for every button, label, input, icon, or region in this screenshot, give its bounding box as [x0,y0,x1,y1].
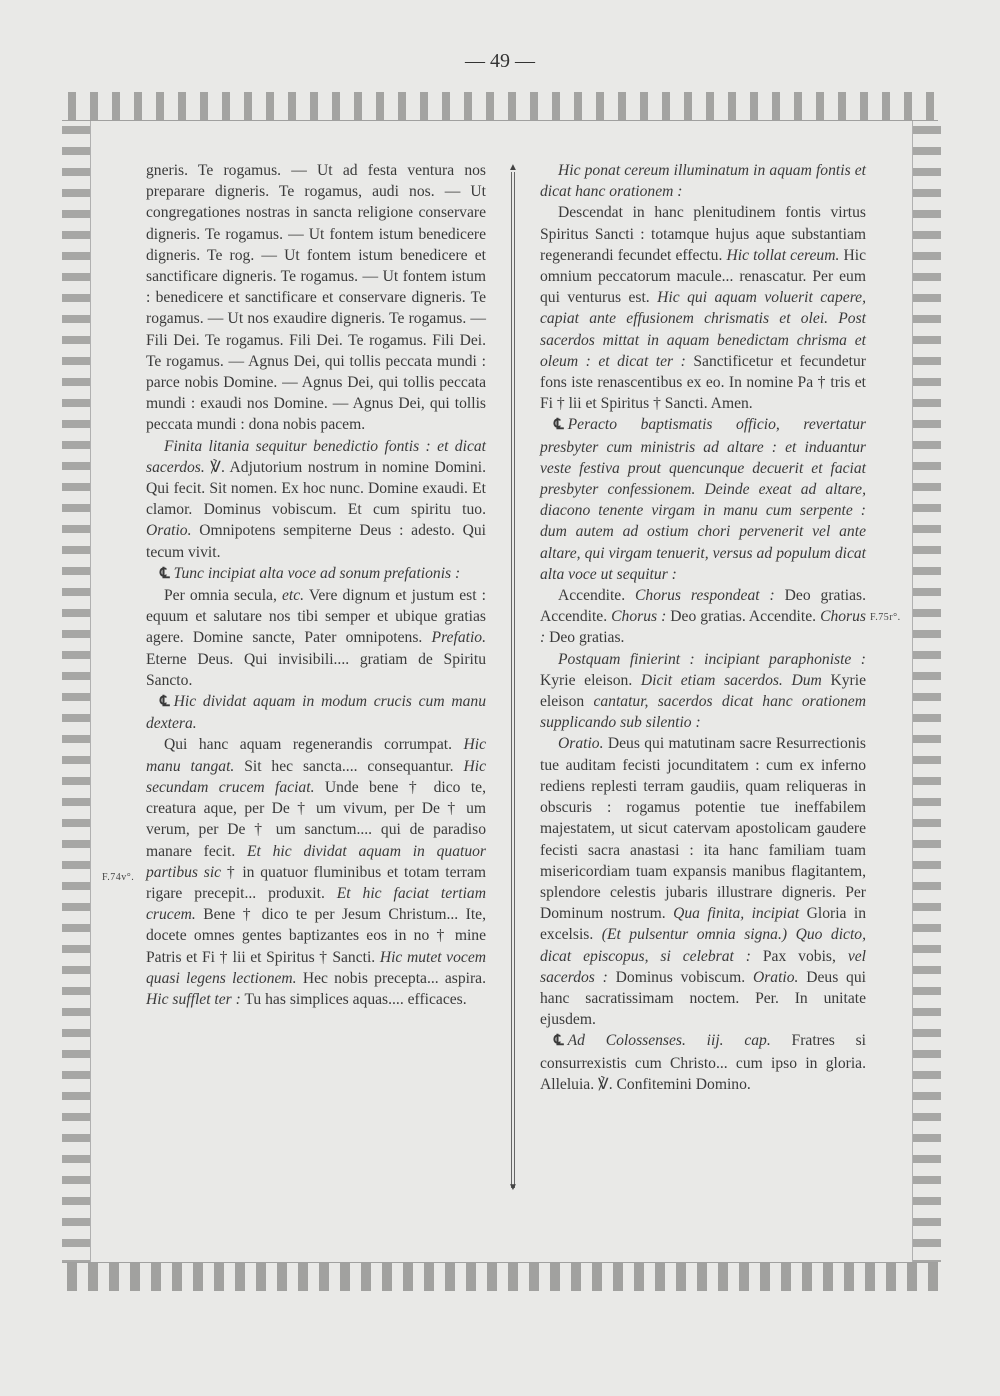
rubric: Oratio. [752,968,799,986]
paragraph-mark-icon: ℄ [160,694,170,711]
rubric: Finita litania sequitur benedictio fontis : et dicat sacerdos. [146,437,486,476]
text: Deus qui matutinam sacre Resurrectionis tue auditam fecisti jocunditatem : cum ex inferno rediens replesti terram gaudiis, quam reliqueras in obscuris : rogamus potentie tue ineffabilem majestatem, ut sicut catervam apostolicam gaudere fecisti sacra anastasi : ita hanc familiam tuam misericordiam tuam expansis manibus flagitantem, splendore celestis jubaris illustrare digneris. Per Dominum nostrum. [540,735,866,923]
ornamental-border-left [62,120,91,1262]
text: ℣. Adjutorium nostrum in nomine Domini. Qui fecit. Sit nomen. Ex hoc nunc. Domine exaudi. Et clamor. Dominus vobiscum. Et cum spiritu tuo. [146,458,486,519]
rubric: Hic tollat cereum. [726,246,840,264]
rubric: Hic ponat cereum illuminatum in aquam fontis et dicat hanc orationem : [540,162,866,201]
text: Deo gratias. Accendite. [666,608,817,626]
rubric: Chorus : [611,608,667,626]
margin-note-left: F.74v°. [102,872,135,883]
text: † in quatuor fluminibus et totam terram rigare precepit... produxit. [146,863,486,902]
right-paragraph-oratio [540,733,866,1030]
rubric: Qua finita, incipiat [673,905,800,923]
text: Kyrie eleison [540,671,866,711]
text: Deo gratias. Accendite. [540,587,866,626]
ornamental-border-bottom [62,1262,938,1291]
text: Hic omnium peccatorum macule... renascatur. Per eum qui venturus est. [540,246,866,307]
ornamental-border-top [62,92,938,121]
right-paragraph-cereum [540,160,866,202]
rubric: etc. [281,587,305,605]
rubric: Oratio. [146,522,192,540]
text: Hec nobis precepta... aspira. [296,969,486,987]
text: Eterne Deus. Qui invisibili.... gratiam de Spiritu Sancto. [146,650,486,689]
page-number: — 49 — [465,50,535,72]
rubric: Peracto baptismatis officio, revertatur presbyter cum ministris ad altare : et induantur veste festiva prout quencunque decuerit et faciat presbyter confessionem. Deinde exeat ad altare, diacono tenente virgam in manu cum serpente : dum autem ad ostium chori pervenerit vel ante altare, qui virgam tenuerit, versus ad populum dicat alta voce ut sequitur : [540,416,866,583]
text: Deus qui hanc sacratissimam noctem. Per. In unitate ejusdem. [540,968,866,1029]
rubric: Et hic faciat tertiam crucem. [146,884,486,924]
left-paragraph-benedictio [146,436,486,563]
left-paragraph-dividat [146,691,486,734]
left-paragraph-litany: gneris. Te rogamus. — Ut ad festa ventura nos preparare digneris. Te rogamus, audi nos. — Ut congregationes nostras in sancta religione conservare digneris. Te rogamus. — Ut fontem istum benedicere digneris. Te rog. — Ut fontem istum benedicere et sanctificare digneris. Te rogamus. — Ut fontem istum : benedicere et sanctificare et conservare digneris. Te rogamus. — Ut nos exaudire digneris. Te rogamus. — Fili Dei. Te rogamus. Fili Dei. Te rogamus. Fili Dei. Te rogamus. — Agnus Dei, qui tollis peccata mundi : parce nobis Domine. — Agnus Dei, qui tollis peccata mundi : exaudi nos Domine. — Agnus Dei, qui tollis peccata mundi : dona nobis pacem. [146,162,486,434]
left-column [146,160,486,1010]
text: Deo gratias. [545,629,625,647]
rubric: Oratio. [558,735,604,753]
text: Unde bene † dico te, creatura aque, per De † um vivum, per De † um verum, per De † um sanctum.... qui de paradiso manare fecit. [146,778,486,860]
text: Kyrie eleison. [540,671,633,689]
rubric: vel sacerdos : [540,947,866,986]
rubric: cantatur, sacerdos dicat hanc orationem supplicando sub silentio : [540,693,866,732]
left-paragraph-tunc [146,563,486,585]
paragraph-mark-icon: ℄ [160,565,170,582]
rubric: Hic mutet vocem quasi legens lectionem. [146,948,487,987]
column-divider-top-icon: ▲ [508,162,518,173]
text: Omnipotens sempiterne Deus : adesto. Qui tecum vivit. [146,522,486,561]
rubric: Hic manu tangat. [146,736,487,775]
paragraph-mark-icon: ℄ [554,1033,564,1050]
rubric: Postquam finierint : incipiant paraphoniste : [558,650,866,668]
text: Tu has simplices aquas.... efficaces. [240,990,467,1008]
right-paragraph-kyrie [540,649,866,734]
right-column [540,160,866,1095]
right-paragraph-peracto [540,414,866,585]
text: Accendite. [558,587,626,605]
rubric: Prefatio. [431,629,486,647]
rubric: Hic sufflet ter : [146,990,241,1008]
right-paragraph-colossenses [540,1030,866,1095]
rubric: Chorus respondeat : [635,587,775,605]
text: Qui hanc aquam regenerandis corrumpat. [164,736,452,754]
text: Gloria in excelsis. [540,905,866,944]
text: Descendat in hanc plenitudinem fontis virtus Spiritus Sancti : totamque hujus aque substantiam regenerandi fecundet effectu. [540,204,866,264]
rubric: Chorus : [540,608,866,647]
text: Fratres si consurrexistis cum Christo... cum ipso in gloria. Alleluia. ℣. Confitemini Domino. [540,1032,867,1093]
text: Pax vobis, [750,947,836,965]
rubric: Hic dividat aquam in modum crucis cum manu dextera. [146,693,486,733]
text: Dominus vobiscum. [607,968,746,986]
text: Sanctificetur et fecundetur fons iste renascentibus ex eo. In nomine Pa † tris et Fi † lii et Spiritus † Sancti. Amen. [540,352,866,413]
rubric: Ad Colossenses. iij. cap. [567,1032,771,1050]
rubric: Et hic dividat aquam in quatuor partibus sic [146,842,486,881]
text: Per omnia secula, [164,587,277,605]
text: Bene † dico te per Jesum Christum... Ite, docete omnes gentes baptizantes eos in no † mine Patris et Fi † lii et Spiritus † Sancti. [146,906,486,966]
left-paragraph-benediction [146,734,486,1010]
rubric: Tunc incipiat alta voce ad sonum prefationis : [173,564,461,582]
margin-note-right: F.75r°. [870,612,901,623]
text: Sit hec sancta.... consequantur. [234,757,454,775]
text: Vere dignum et justum est : equum et salutare nos tibi semper et ubique gratias agere. Domine sancte, Pater omnipotens. [146,587,486,647]
right-paragraph-accendite [540,585,866,649]
column-divider [511,172,515,1188]
column-divider-bottom-icon: ▼ [508,1182,518,1193]
paragraph-mark-icon: ℄ [554,417,564,434]
rubric: (Et pulsentur omnia signa.) Quo dicto, dicat episcopus, si celebrat : [540,926,866,965]
left-paragraph-prefatio [146,585,486,691]
rubric: Dicit etiam sacerdos. Dum [640,671,822,689]
rubric: Hic qui aquam voluerit capere, capiat ante effusionem chrismatis et olei. Post sacerdos mittat in aquam benedictam chrisma et oleum : et dicat ter : [540,289,867,370]
rubric: Hic secundam crucem faciat. [146,757,486,796]
ornamental-border-right [912,120,941,1262]
right-paragraph-descendat [540,202,866,414]
